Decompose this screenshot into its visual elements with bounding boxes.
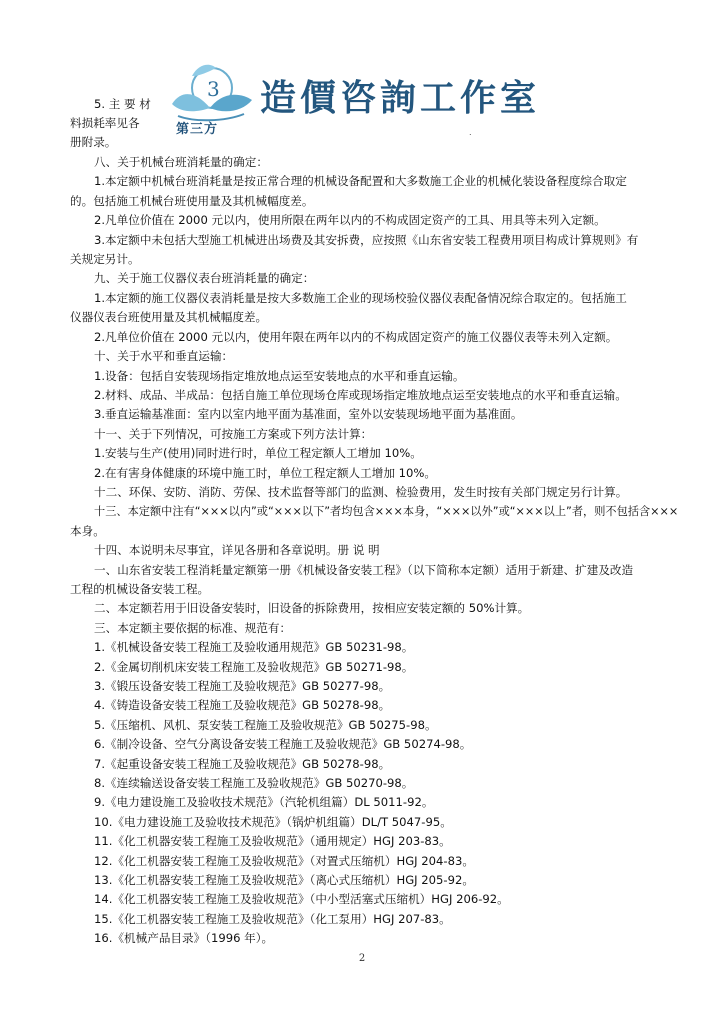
text-line: 2.在有害身体健康的环境中施工时，单位工程定额人工增加 10%。: [94, 466, 436, 480]
text-line: 5. 主 要 材: [94, 97, 151, 111]
list-item: 8.《连续输送设备安装工程施工及验收规范》GB 50270-98。: [94, 776, 414, 790]
text-line: 1.本定额中机械台班消耗量是按正常合理的机械设备配置和大多数施工企业的机械化装设备程度综合取定: [94, 174, 627, 188]
text-line: 关规定另计。: [70, 252, 140, 266]
list-item: 10.《电力建设施工及验收技术规范》（锅炉机组篇）DL/T 5047-95。: [94, 815, 452, 829]
section-heading: 九、关于施工仪器仪表台班消耗量的确定：: [94, 271, 315, 285]
text-line: 仪器仪表台班使用量及其机械幅度差。: [70, 310, 268, 324]
page-number: 2: [358, 953, 366, 964]
text-line: 3.本定额中未包括大型施工机械进出场费及其安拆费，应按照《山东省安装工程费用项目构成计算规则》有: [94, 233, 639, 247]
section-heading: 十一、关于下列情况，可按施工方案或下列方法计算：: [94, 427, 373, 441]
section-heading: 三、本定额主要依据的标准、规范有：: [94, 621, 292, 635]
text-line: 1.本定额的施工仪器仪表消耗量是按大多数施工企业的现场校验仪器仪表配备情况综合取定的。包括施工: [94, 291, 627, 305]
list-item: 7.《起重设备安装工程施工及验收规范》GB 50278-98。: [94, 757, 391, 771]
text-line: 工程的机械设备安装工程。: [70, 582, 210, 596]
list-item: 1.《机械设备安装工程施工及验收通用规范》GB 50231-98。: [94, 640, 414, 654]
list-item: 2.《金属切削机床安装工程施工及验收规范》GB 50271-98。: [94, 660, 414, 674]
text-line: 的。包括施工机械台班使用量及其机械幅度差。: [70, 194, 314, 208]
list-item: 3.《锻压设备安装工程施工及验收规范》GB 50277-98。: [94, 679, 391, 693]
section-heading: 十三、本定额中注有“×××以内”或“×××以下”者均包含×××本身，“×××以外”或“×××以上”者，则不包括含×××: [94, 505, 679, 518]
text-line: 2.凡单位价值在 2000 元以内，使用所限在两年以内的不构成固定资产的工具、用具等未列入定额。: [94, 213, 606, 227]
emblem-digit: 3: [207, 77, 220, 101]
section-heading: 十、关于水平和垂直运输：: [94, 349, 234, 363]
list-item: 13.《化工机器安装工程施工及验收规范》（离心式压缩机）HGJ 205-92。: [94, 873, 474, 887]
list-item: 4.《铸造设备安装工程施工及验收规范》GB 50278-98。: [94, 698, 391, 712]
section-heading: 十二、环保、安防、消防、劳保、技术监督等部门的监测、检验费用，发生时按有关部门规定另行计算。: [94, 485, 628, 499]
list-item: 6.《制冷设备、空气分离设备安装工程施工及验收规范》GB 50274-98。: [94, 737, 472, 751]
list-item: 16.《机械产品目录》（1996 年）。: [94, 931, 274, 945]
text-line: 3.垂直运输基准面：室内以室内地平面为基准面，室外以安装现场地平面为基准面。: [94, 407, 523, 421]
list-item: 15.《化工机器安装工程施工及验收规范》（化工泵用）HGJ 207-83。: [94, 912, 451, 926]
list-item: 5.《压缩机、风机、泵安装工程施工及验收规范》GB 50275-98。: [94, 718, 437, 732]
list-item: 12.《化工机器安装工程施工及验收规范》（对置式压缩机）HGJ 204-83。: [94, 854, 474, 868]
list-item: 11.《化工机器安装工程施工及验收规范》（通用规定）HGJ 203-83。: [94, 834, 451, 848]
logo-subtitle: 第三方: [176, 122, 219, 137]
section-heading: 八、关于机械台班消耗量的确定：: [94, 155, 268, 169]
text-line: 本身。: [70, 524, 105, 538]
text-line: 1.设备：包括自安装现场指定堆放地点运至安装地点的水平和垂直运输。: [94, 369, 465, 383]
text-line: 1.安装与生产(使用)同时进行时，单位工程定额人工增加 10%。: [94, 446, 422, 460]
text-line: 册附录。: [70, 135, 117, 149]
section-heading: 十四、本说明未尽事宜，详见各册和各章说明。册 说 明: [94, 543, 380, 557]
text-line: 料损耗率见各: [70, 116, 140, 130]
text-line: 2.材料、成品、半成品：包括自施工单位现场仓库或现场指定堆放地点运至安装地点的水平和垂直运输。: [94, 388, 627, 402]
logo-title: 造價咨詢工作室: [260, 77, 541, 119]
text-line: 二、本定额若用于旧设备安装时，旧设备的拆除费用，按相应安装定额的 50%计算。: [94, 601, 530, 615]
list-item: 14.《化工机器安装工程施工及验收规范》（中小型活塞式压缩机）HGJ 206-92。: [94, 892, 509, 906]
text-line: 2.凡单位价值在 2000 元以内，使用年限在两年以内的不构成固定资产的施工仪器仪表等未列入定额。: [94, 330, 618, 344]
text-line: 一、山东省安装工程消耗量定额第一册《机械设备安装工程》（以下简称本定额）适用于新建、扩建及改造: [94, 563, 634, 577]
list-item: 9.《电力建设施工及验收技术规范》（汽轮机组篇）DL 5011-92。: [94, 795, 434, 809]
logo-dot: .: [469, 128, 472, 137]
